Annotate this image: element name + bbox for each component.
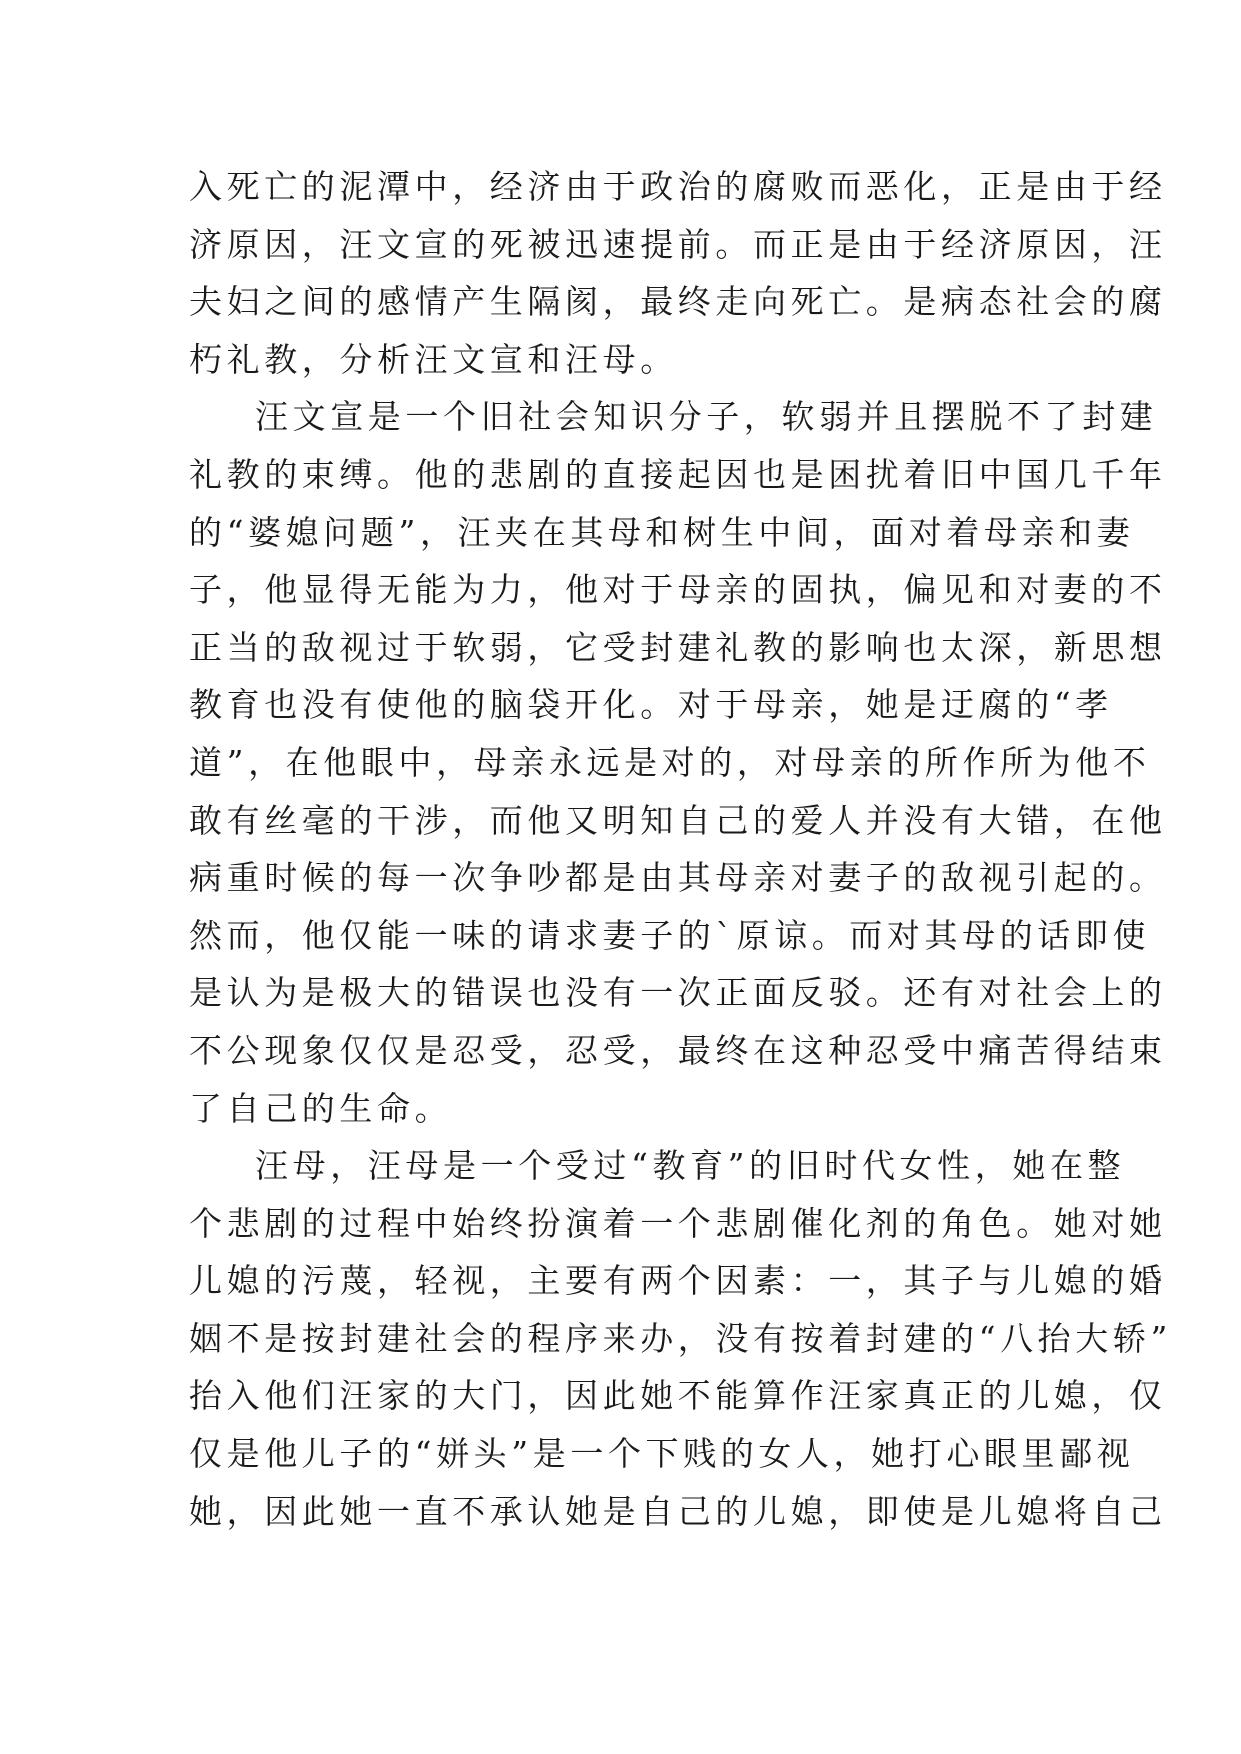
text-line: 济原因，汪文宣的死被迅速提前。而正是由于经济原因，汪 xyxy=(189,224,1167,264)
paragraph-2 xyxy=(189,388,1167,1137)
text-line: 然而，他仅能一味的请求妻子的`原谅。而对其母的话即使 xyxy=(189,915,1151,955)
text-line: 儿媳的污蔑，轻视，主要有两个因素：一，其子与儿媳的婚 xyxy=(189,1261,1167,1301)
text-line: 了自己的生命。 xyxy=(189,1088,453,1128)
text-line: 抬入他们汪家的大门，因此她不能算作汪家真正的儿媳，仅 xyxy=(189,1376,1167,1416)
text-line: 入死亡的泥潭中，经济由于政治的腐败而恶化，正是由于经 xyxy=(189,167,1167,206)
paragraph-1 xyxy=(189,158,1167,388)
document-body xyxy=(189,158,1172,1540)
text-line: 仅是他儿子的“姘头”是一个下贱的女人，她打心眼里鄙视 xyxy=(189,1434,1135,1474)
text-line: 朽礼教，分析汪文宣和汪母。 xyxy=(189,339,678,379)
text-line: 道”，在他眼中，母亲永远是对的，对母亲的所作所为他不 xyxy=(189,742,1151,782)
text-line: 教育也没有使他的脑袋开化。对于母亲，她是迂腐的“孝 xyxy=(189,685,1113,725)
text-line: 病重时候的每一次争吵都是由其母亲对妻子的敌视引起的。 xyxy=(189,858,1167,898)
text-line: 的“婆媳问题”，汪夹在其母和树生中间，面对着母亲和妻 xyxy=(189,512,1135,552)
text-line: 敢有丝毫的干涉，而他又明知自己的爱人并没有大错，在他 xyxy=(189,800,1167,840)
text-line: 她，因此她一直不承认她是自己的儿媳，即使是儿媳将自己 xyxy=(189,1491,1167,1531)
text-line: 夫妇之间的感情产生隔阂，最终走向死亡。是病态社会的腐 xyxy=(189,282,1167,322)
paragraph-3 xyxy=(189,1137,1172,1540)
text-line: 汪母，汪母是一个受过“教育”的旧时代女性，她在整 xyxy=(255,1146,1126,1186)
text-line: 姻不是按封建社会的程序来办，没有按着封建的“八抬大轿” xyxy=(189,1318,1172,1358)
text-line: 子，他显得无能为力，他对于母亲的固执，偏见和对妻的不 xyxy=(189,570,1167,610)
text-line: 个悲剧的过程中始终扮演着一个悲剧催化剂的角色。她对她 xyxy=(189,1203,1167,1243)
text-line: 是认为是极大的错误也没有一次正面反驳。还有对社会上的 xyxy=(189,973,1167,1013)
text-line: 不公现象仅仅是忍受，忍受，最终在这种忍受中痛苦得结束 xyxy=(189,1030,1167,1070)
text-line: 正当的敌视过于软弱，它受封建礼教的影响也太深，新思想 xyxy=(189,627,1167,667)
text-line: 汪文宣是一个旧社会知识分子，软弱并且摆脱不了封建 xyxy=(255,397,1158,437)
text-line: 礼教的束缚。他的悲剧的直接起因也是困扰着旧中国几千年 xyxy=(189,454,1167,494)
